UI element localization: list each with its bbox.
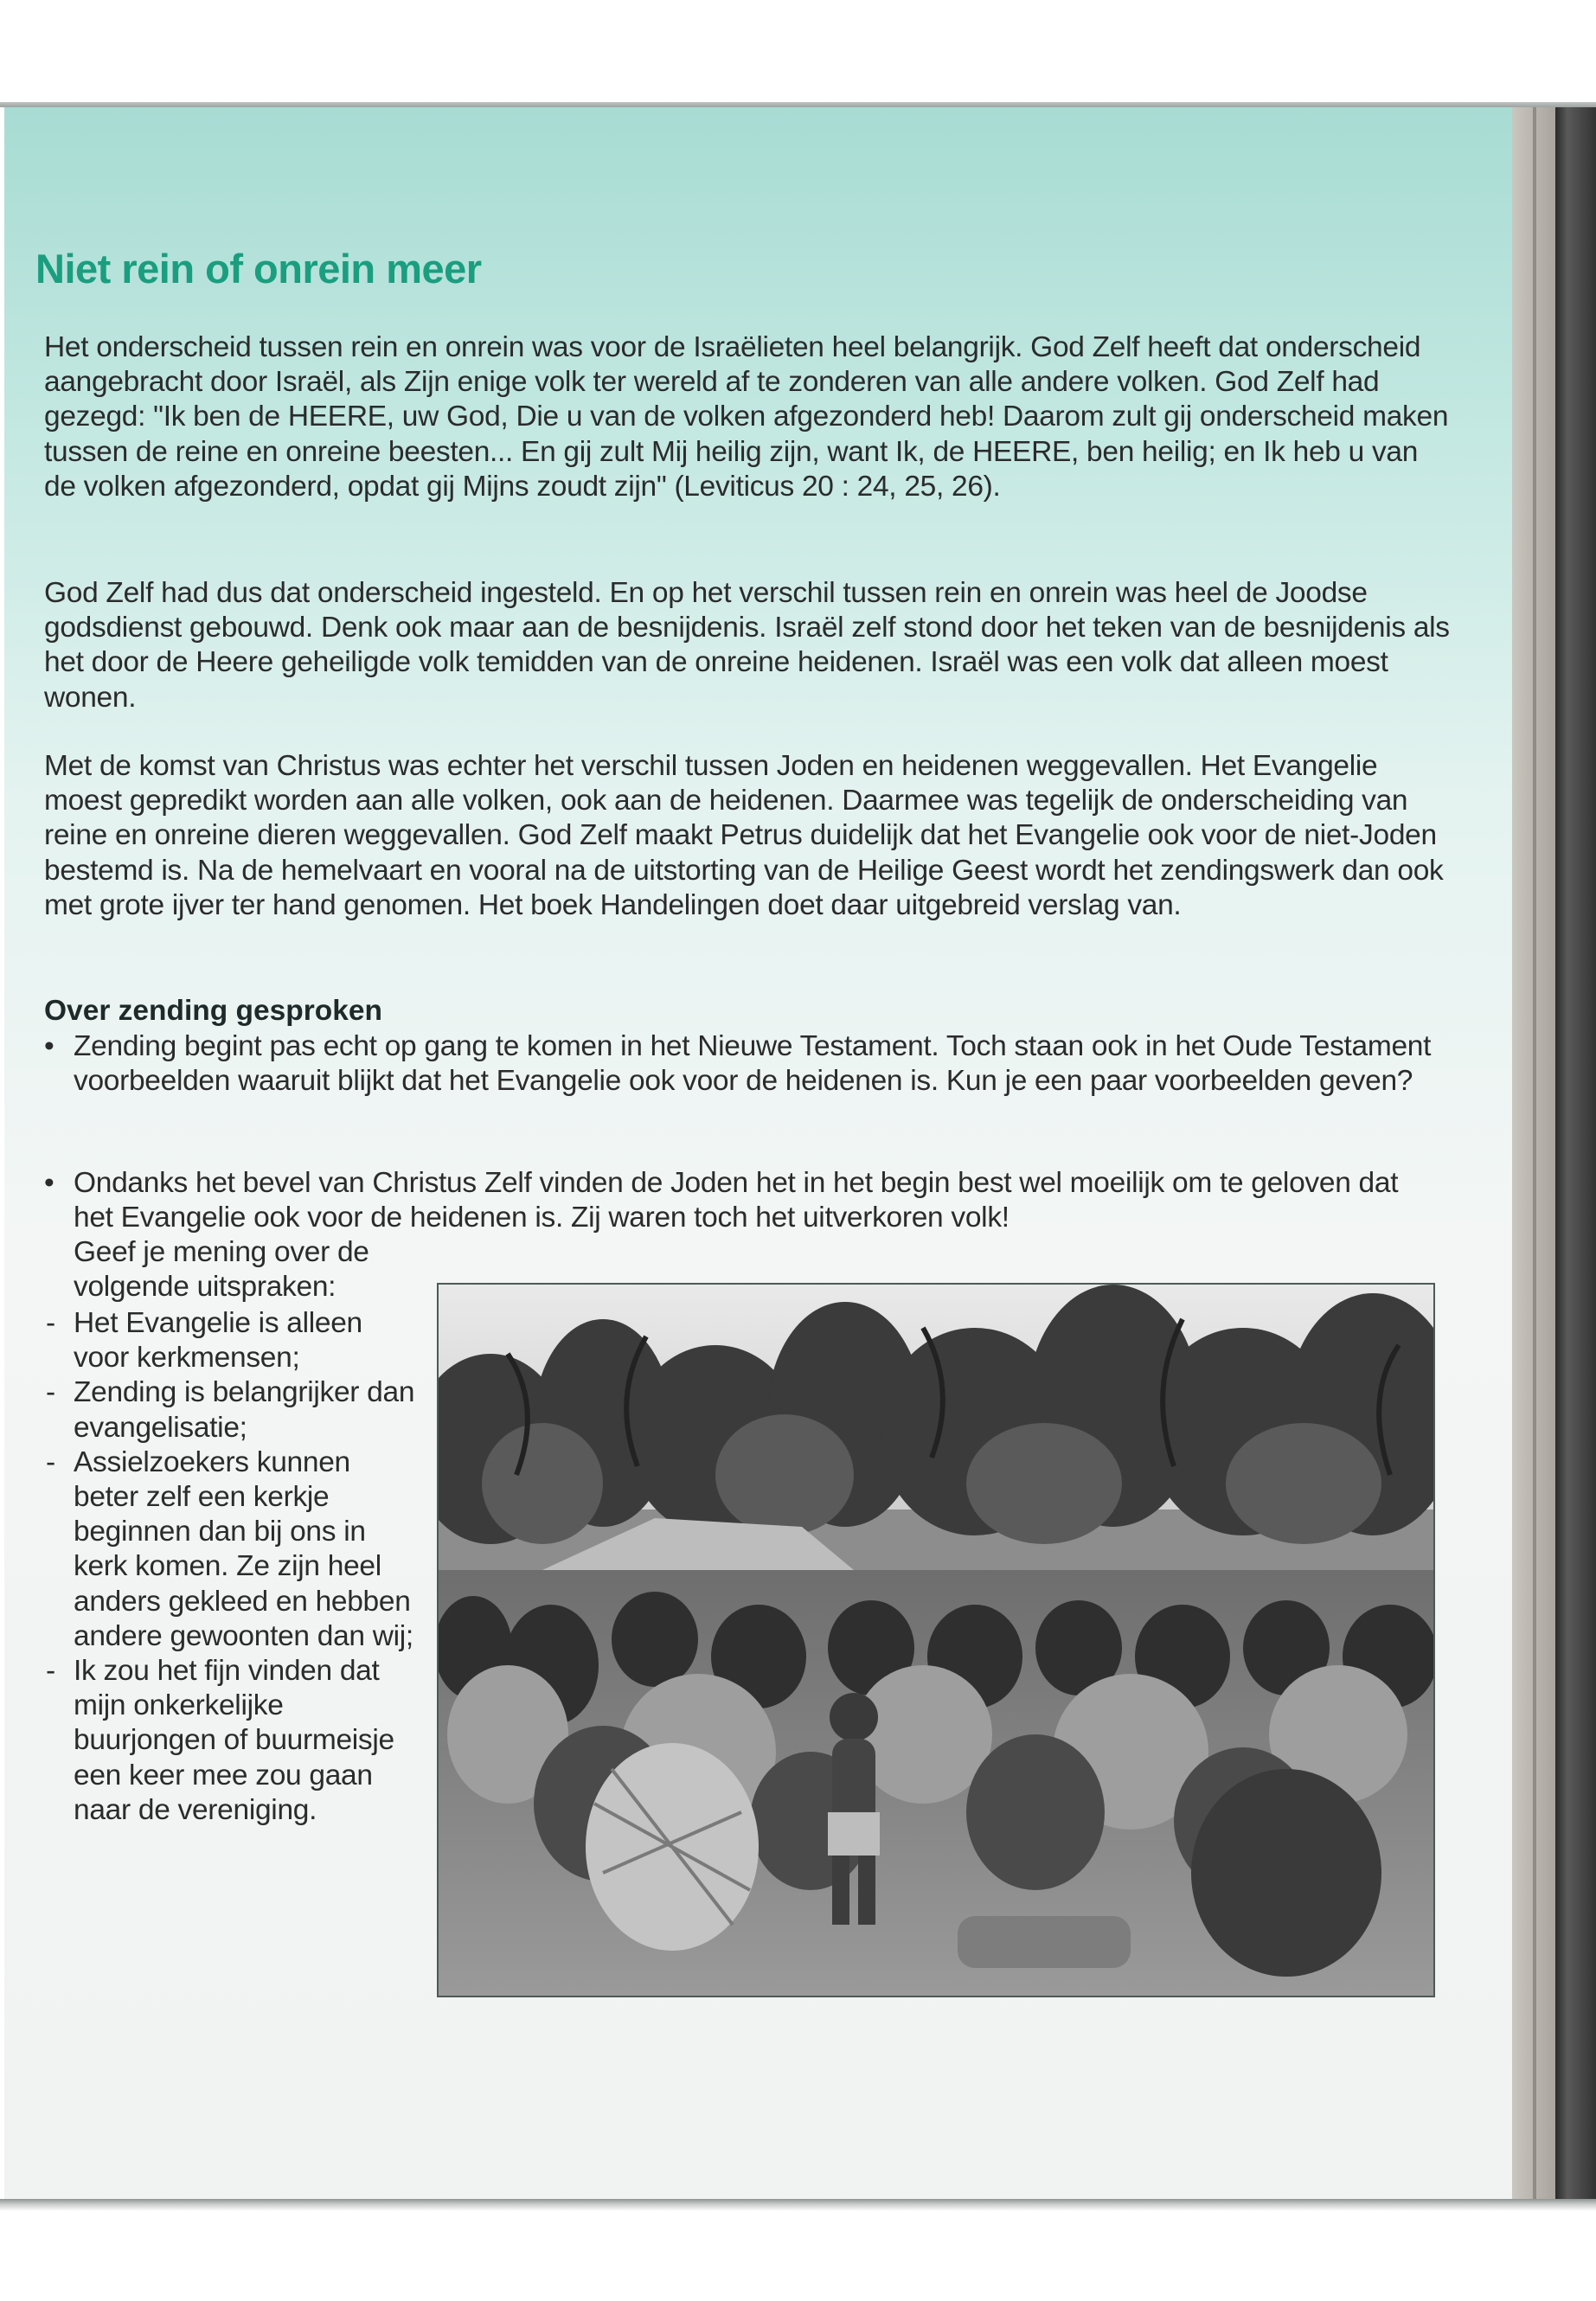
- scan-top-edge: [0, 0, 1596, 107]
- scan-bottom-edge: [0, 2199, 1596, 2301]
- dash-icon: -: [46, 1655, 55, 1688]
- bullet-icon: •: [44, 1167, 54, 1199]
- bullet-text: Zending begint pas echt op gang te komen in het Nieuwe Testament. Toch staan ook in het Oude Testament voorbeelden waaruit blijkt dat het Evangelie ook voor de heidenen is. Kun je een paar voorbeelden geven?: [74, 1030, 1432, 1098]
- page-title: Niet rein of onrein meer: [35, 246, 482, 292]
- statement-text: Het Evangelie is alleen voor kerkmensen;: [74, 1307, 362, 1375]
- paragraph-2: God Zelf had dus dat onderscheid ingesteld. En op het verschil tussen rein en onrein was heel de Joodse godsdienst gebouwd. Denk ook maar aan de besnijdenis. Israël zelf stond door het teken van de besnijdenis als het door de Heere geheiligde volk temidden van de onreine heidenen. Israël was een volk dat alleen moest wonen.: [44, 577, 1450, 714]
- statements-intro: Geef je mening over de volgende uitspraken:: [74, 1236, 369, 1304]
- section-subheading: Over zending gesproken: [44, 995, 382, 1027]
- bullet-text: Ondanks het bevel van Christus Zelf vinden de Joden het in het begin best wel moeilijk om te geloven dat het Evangelie ook voor de heidenen is. Zij waren toch het uitverkoren volk!: [74, 1167, 1399, 1234]
- statement-text: Assielzoekers kunnen beter zelf een kerkje beginnen dan bij ons in kerk komen. Ze zijn heel anders gekleed en hebben andere gewoonten dan wij;: [74, 1445, 413, 1652]
- statement-item: [44, 1445, 416, 1654]
- statement-text: Ik zou het fijn vinden dat mijn onkerkelijke buurjongen of buurmeisje een keer mee zou gaan naar de vereniging.: [74, 1655, 394, 1826]
- question-bullet-2: [44, 1166, 1441, 1235]
- statement-item: [44, 1306, 416, 1375]
- dash-icon: -: [46, 1307, 55, 1339]
- paragraph-3: Met de komst van Christus was echter het verschil tussen Joden en heidenen weggevallen. Het Evangelie moest gepredikt worden aan alle volken, ook aan de heidenen. Daarmee was tegelijk de onderscheiding van reine en onreine dieren weggevallen. God Zelf maakt Petrus duidelijk dat het Evangelie ook voor de niet-Joden bestemd is. Na de hemelvaart en vooral na de uitstorting van de Heilige Geest wordt het zendingswerk dan ook met grote ijver ter hand genomen. Het boek Handelingen doet daar uitgebreid verslag van.: [44, 750, 1444, 921]
- statement-item: [44, 1375, 416, 1445]
- paragraph-1: Het onderscheid tussen rein en onrein was voor de Israëlieten heel belangrijk. God Zelf heeft dat onderscheid aangebracht door Israël, als Zijn enige volk ter wereld af te zonderen van alle andere volken. God Zelf had gezegd: "Ik ben de HEERE, uw God, Die u van de volken afgezonderd heb! Daarom zult gij onderscheid maken tussen de reine en onreine beesten... En gij zult Mij heilig zijn, want Ik, de HEERE, ben heilig; en Ik heb u van de volken afgezonderd, opdat gij Mijns zoudt zijn" (Leviticus 20 : 24, 25, 26).: [44, 331, 1449, 503]
- crowd-photo: [437, 1283, 1435, 1997]
- binding-edge: [1533, 107, 1536, 2199]
- crowd-photo-illustration: [439, 1285, 1433, 1996]
- dash-icon: -: [46, 1445, 55, 1478]
- question-bullet-1: [44, 1029, 1441, 1099]
- statements-list: [44, 1306, 416, 1828]
- statement-text: Zending is belangrijker dan evangelisatie;: [74, 1376, 415, 1444]
- statement-item: [44, 1654, 416, 1828]
- bullet-icon: •: [44, 1030, 54, 1062]
- book-spine: [1555, 107, 1596, 2199]
- dash-icon: -: [46, 1376, 55, 1409]
